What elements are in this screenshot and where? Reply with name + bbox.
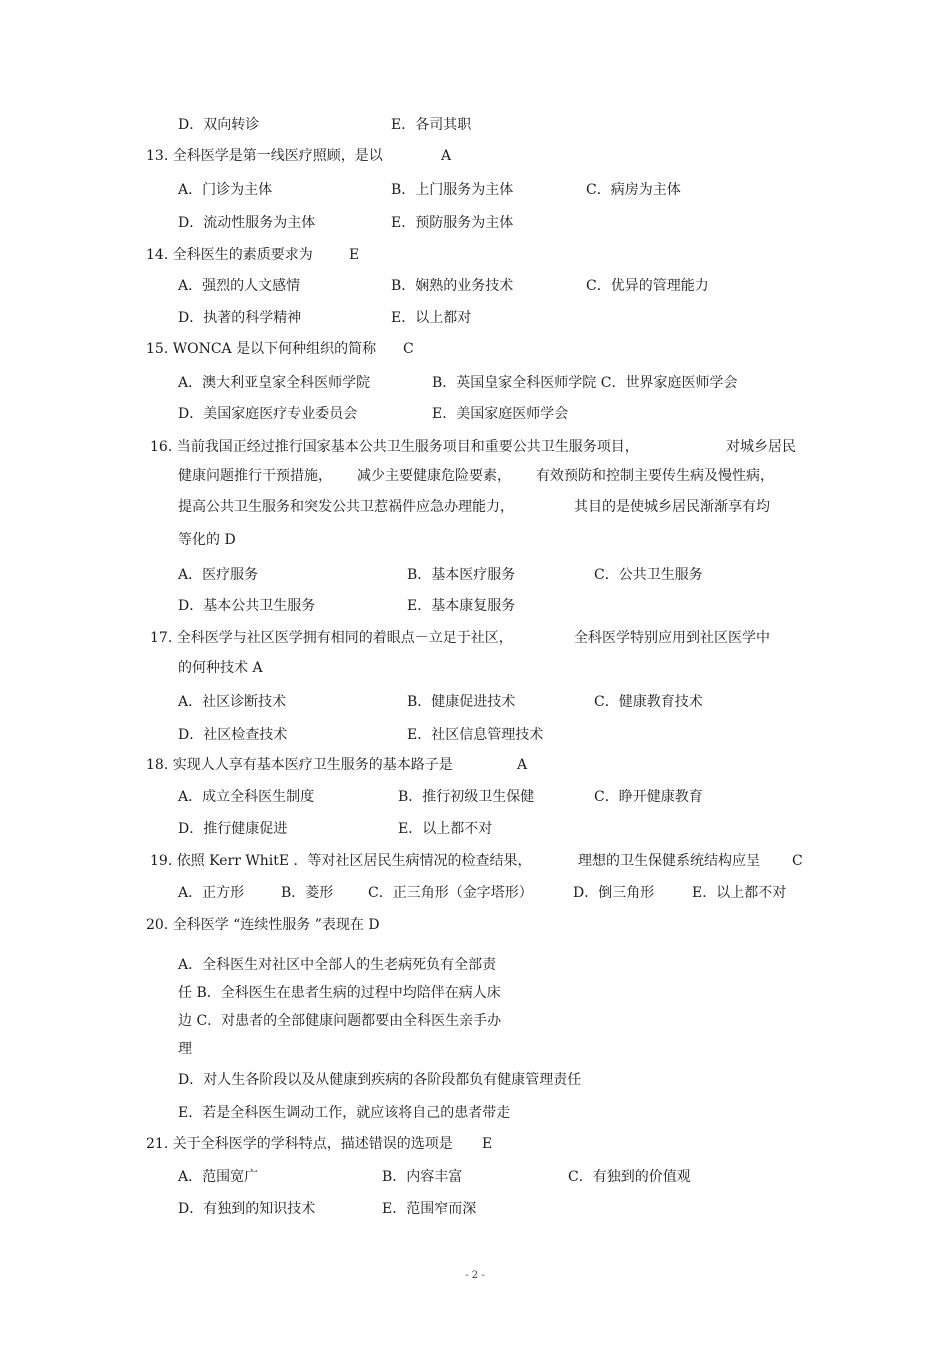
q18-option-d: D．推行健康促进 bbox=[178, 821, 288, 837]
q19-option-b: B．菱形 bbox=[281, 885, 334, 901]
q18-option-c: C．睁开健康教育 bbox=[594, 789, 703, 805]
q19-option-d: D．倒三角形 bbox=[573, 885, 655, 901]
q21-option-a: A．范围宽广 bbox=[178, 1169, 259, 1185]
q20-option-e: E．若是全科医生调动工作，就应该将自己的患者带走 bbox=[178, 1105, 511, 1121]
q18-stem: 18. 实现人人享有基本医疗卫生服务的基本路子是 bbox=[146, 757, 453, 773]
q16-stem-line2a: 健康问题推行干预措施， bbox=[178, 468, 332, 484]
q16-option-d: D．基本公共卫生服务 bbox=[178, 598, 316, 614]
q17-stem-line1: 17. 全科医学与社区医学拥有相同的着眼点－立足于社区， bbox=[150, 630, 513, 646]
q13-option-a: A．门诊为主体 bbox=[178, 182, 273, 198]
q17-option-e: E．社区信息管理技术 bbox=[407, 727, 544, 743]
q16-stem-line2b: 减少主要健康危险要素， bbox=[357, 468, 511, 484]
q16-stem-line3b: 其目的是使城乡居民渐渐享有均 bbox=[574, 499, 770, 515]
q13-option-c: C．病房为主体 bbox=[586, 182, 681, 198]
q14-option-c: C．优异的管理能力 bbox=[586, 278, 709, 294]
q19-stem-line1: 19. 依照 Kerr WhitE ．等对社区居民生病情况的检查结果， bbox=[150, 853, 532, 869]
q16-option-c: C．公共卫生服务 bbox=[594, 567, 703, 583]
q20-stem: 20. 全科医学 “连续性服务 ”表现在 D bbox=[146, 917, 380, 933]
q19-stem-line1-end: 理想的卫生保健系统结构应呈 bbox=[578, 853, 760, 869]
q18-option-e: E．以上都不对 bbox=[398, 821, 493, 837]
q15-stem: 15. WONCA 是以下何种组织的简称 bbox=[146, 341, 377, 357]
q20-options-line3: 边 C．对患者的全部健康问题都要由全科医生亲手办 bbox=[178, 1013, 502, 1029]
page-number: - 2 - bbox=[465, 1270, 485, 1281]
q12-option-d: D．双向转诊 bbox=[178, 117, 260, 133]
q21-answer: E bbox=[482, 1136, 493, 1152]
q16-stem-line2c: 有效预防和控制主要传生病及慢性病， bbox=[536, 468, 774, 484]
q16-stem-line3a: 提高公共卫生服务和突发公共卫惹祸件应急办理能力， bbox=[178, 499, 514, 515]
q16-option-e: E．基本康复服务 bbox=[407, 598, 516, 614]
q14-option-b: B．娴熟的业务技术 bbox=[391, 278, 514, 294]
q12-option-e: E．各司其职 bbox=[391, 117, 472, 133]
q16-stem-line1-end: 对城乡居民 bbox=[726, 439, 796, 455]
q16-option-a: A．医疗服务 bbox=[178, 567, 259, 583]
q13-answer: A bbox=[441, 148, 452, 164]
q13-option-d: D．流动性服务为主体 bbox=[178, 215, 316, 231]
q13-option-b: B．上门服务为主体 bbox=[391, 182, 514, 198]
q20-option-d: D．对人生各阶段以及从健康到疾病的各阶段都负有健康管理责任 bbox=[178, 1072, 582, 1088]
q20-options-line4: 理 bbox=[178, 1041, 192, 1057]
q16-stem-line1: 16. 当前我国正经过推行国家基本公共卫生服务项目和重要公共卫生服务项目， bbox=[150, 439, 639, 455]
q14-option-e: E．以上都对 bbox=[391, 310, 472, 326]
q21-option-e: E．范围窄而深 bbox=[382, 1201, 477, 1217]
q14-option-a: A．强烈的人文感情 bbox=[178, 278, 301, 294]
q21-option-b: B．内容丰富 bbox=[382, 1169, 463, 1185]
q15-option-bc: B．英国皇家全科医师学院 C．世界家庭医师学会 bbox=[432, 375, 738, 391]
q15-option-e: E．美国家庭医师学会 bbox=[432, 406, 569, 422]
q14-stem: 14. 全科医生的素质要求为 bbox=[146, 247, 313, 263]
q15-option-d: D．美国家庭医疗专业委员会 bbox=[178, 406, 358, 422]
q14-answer: E bbox=[349, 247, 360, 263]
q17-option-b: B．健康促进技术 bbox=[407, 694, 516, 710]
q17-stem-line2: 的何种技术 A bbox=[178, 660, 263, 676]
q17-stem-line1-end: 全科医学特别应用到社区医学中 bbox=[574, 630, 770, 646]
q19-option-a: A．正方形 bbox=[178, 885, 245, 901]
q17-option-c: C．健康教育技术 bbox=[594, 694, 703, 710]
q13-stem: 13. 全科医学是第一线医疗照顾，是以 bbox=[146, 148, 383, 164]
q16-stem-line4: 等化的 D bbox=[178, 532, 236, 548]
q19-answer: C bbox=[792, 853, 803, 869]
q17-option-d: D．社区检查技术 bbox=[178, 727, 288, 743]
q18-answer: A bbox=[517, 757, 528, 773]
q20-options-line2: 任 B．全科医生在患者生病的过程中均陪伴在病人床 bbox=[178, 985, 501, 1001]
q18-option-a: A．成立全科医生制度 bbox=[178, 789, 315, 805]
q18-option-b: B．推行初级卫生保健 bbox=[398, 789, 535, 805]
q17-option-a: A．社区诊断技术 bbox=[178, 694, 287, 710]
q19-option-c: C．正三角形（金字塔形） bbox=[368, 885, 533, 901]
q19-option-e: E．以上都不对 bbox=[692, 885, 787, 901]
q21-option-c: C．有独到的价值观 bbox=[568, 1169, 691, 1185]
q13-option-e: E．预防服务为主体 bbox=[391, 215, 514, 231]
q20-options-line1: A．全科医生对社区中全部人的生老病死负有全部责 bbox=[178, 957, 497, 973]
q15-answer: C bbox=[403, 341, 414, 357]
q16-option-b: B．基本医疗服务 bbox=[407, 567, 516, 583]
q14-option-d: D．执著的科学精神 bbox=[178, 310, 302, 326]
q15-option-a: A．澳大利亚皇家全科医师学院 bbox=[178, 375, 371, 391]
q21-stem: 21. 关于全科医学的学科特点，描述错误的选项是 bbox=[146, 1136, 453, 1152]
q21-option-d: D．有独到的知识技术 bbox=[178, 1201, 316, 1217]
